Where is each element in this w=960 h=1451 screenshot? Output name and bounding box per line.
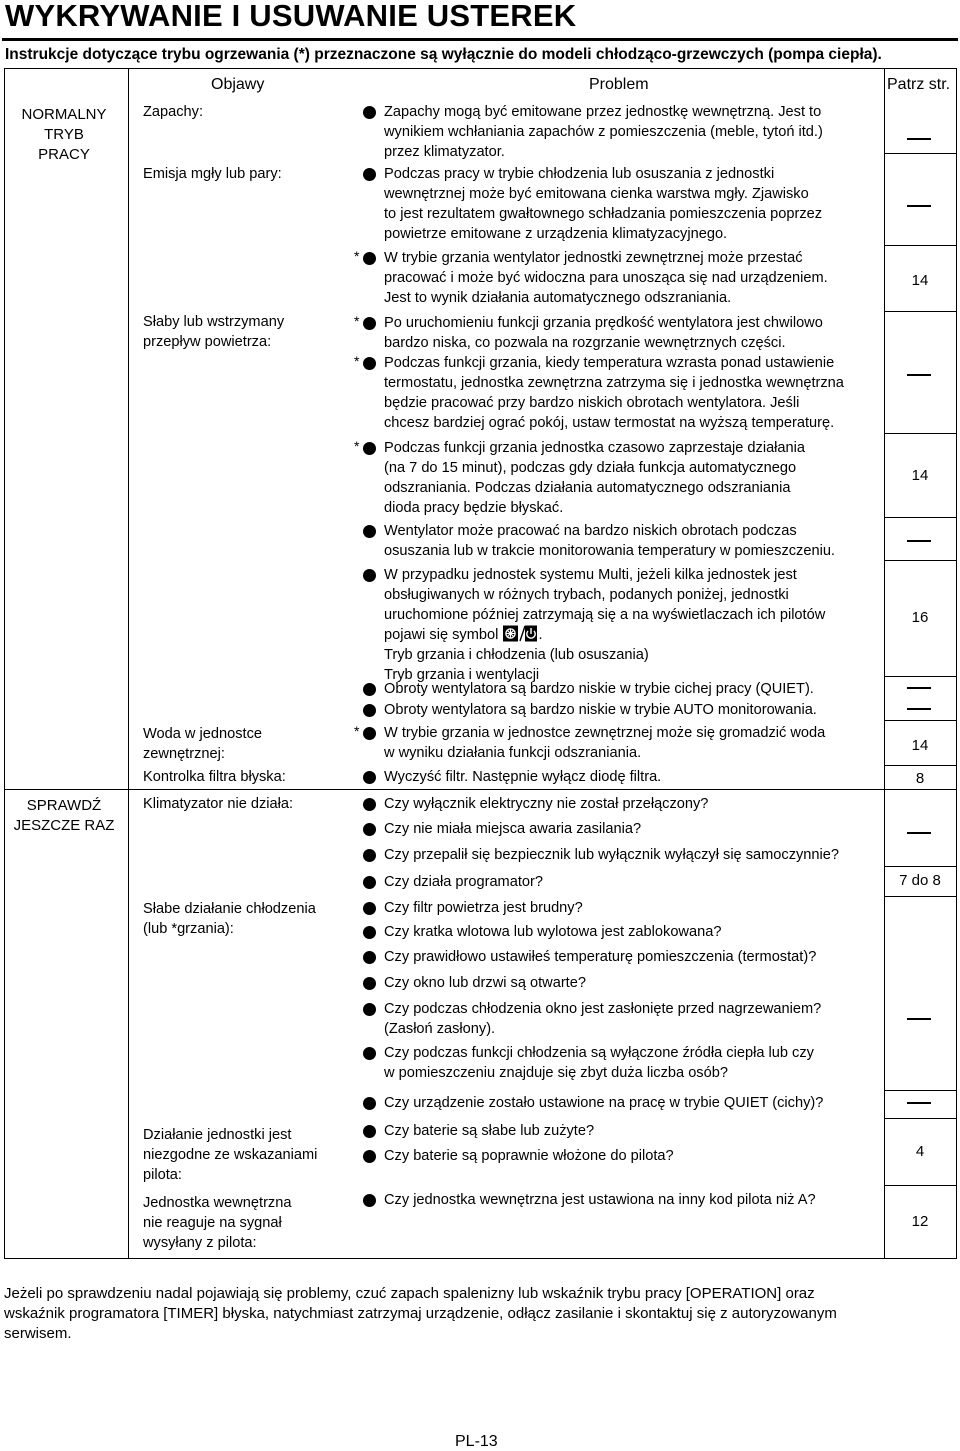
bullet-icon — [363, 876, 376, 889]
symptom-line: wysyłany z pilota: — [143, 1235, 257, 1251]
no-page-dash — [907, 1018, 931, 1020]
page-column-border — [884, 68, 885, 1259]
problem-line: Zapachy mogą być emitowane przez jednostkę wewnętrzną. Jest to — [384, 104, 822, 120]
page-ref: 14 — [911, 467, 929, 484]
page-ref: 14 — [911, 737, 929, 754]
problem-line: powietrze emitowane z urządzenia klimatyzacyjnego. — [384, 226, 728, 242]
symbol-text-end: . — [538, 627, 543, 643]
symbol-text: pojawi się symbol — [384, 627, 499, 643]
problem-line: uruchomione później zatrzymają się a na wyświetlaczach ich pilotów — [384, 607, 826, 623]
bullet-icon — [363, 1125, 376, 1138]
problem-heat-sources — [384, 1043, 814, 1083]
bullet-icon — [363, 683, 376, 696]
bullet-icon — [363, 569, 376, 582]
problem-line: wynikiem wchłaniania zapachów z pomieszczenia (meble, tytoń itd.) — [384, 124, 823, 140]
problem-timer — [384, 872, 543, 892]
symptom-not-working — [143, 794, 293, 814]
problem-line: wewnętrznej może być emitowana cienka warstwa mgły. Zjawisko — [384, 186, 809, 202]
problem-dry-fan — [384, 521, 835, 561]
bullet-icon — [363, 1047, 376, 1060]
problem-window-open — [384, 973, 586, 993]
symptom-line: Słabe działanie chłodzenia — [143, 901, 316, 917]
bullet-icon — [363, 727, 376, 740]
symptom-remote-mismatch — [143, 1125, 317, 1185]
heating-star: * — [354, 313, 360, 329]
symptom-weak-airflow — [143, 312, 284, 352]
page-ref: 8 — [915, 770, 925, 787]
no-page-dash — [907, 832, 931, 834]
problem-smells — [384, 102, 823, 162]
header-symptoms: Objawy — [211, 76, 265, 93]
mode-divider — [4, 789, 957, 790]
fan-power-symbol-icon — [502, 625, 538, 642]
page-divider — [884, 720, 957, 721]
no-page-dash — [907, 374, 931, 376]
page-divider — [884, 676, 957, 677]
problem-line: Obroty wentylatora są bardzo niskie w trybie AUTO monitorowania. — [384, 702, 817, 718]
problem-line: Jest to wynik działania automatycznego odszraniania. — [384, 290, 732, 306]
problem-quiet-mode — [384, 1093, 823, 1113]
page-divider — [884, 1090, 957, 1091]
bullet-icon — [363, 442, 376, 455]
problem-line: Podczas funkcji grzania jednostka czasowo zaprzestaje działania — [384, 440, 806, 456]
bullet-icon — [363, 849, 376, 862]
footer-note — [4, 1284, 837, 1344]
symptom-line: Kontrolka filtra błyska: — [143, 769, 286, 785]
problem-auto-monitor — [384, 700, 817, 720]
bullet-icon — [363, 926, 376, 939]
problem-line: Czy kratka wlotowa lub wylotowa jest zablokowana? — [384, 924, 722, 940]
symptom-line: zewnętrznej: — [143, 746, 225, 762]
problem-mist — [384, 164, 822, 244]
bullet-icon — [363, 1003, 376, 1016]
problem-line: odszraniania. Podczas działania automatycznego odszraniania — [384, 480, 791, 496]
symptom-line: przepływ powietrza: — [143, 334, 272, 350]
problem-curtains — [384, 999, 821, 1039]
page-divider — [884, 866, 957, 867]
problem-line: termostatu, jednostka zewnętrzna zatrzyma się i jednostka wewnętrzna — [384, 375, 844, 391]
problem-line: Czy urządzenie zostało ustawione na pracę w trybie QUIET (cichy)? — [384, 1095, 824, 1111]
symptom-mist — [143, 164, 282, 184]
symptom-outdoor-water — [143, 724, 262, 764]
footer-line: Jeżeli po sprawdzeniu nadal pojawiają się problemy, czuć zapach spalenizny lub wskaźnik trybu pracy [OPERATION] oraz — [4, 1285, 815, 1302]
problem-line: Wyczyść filtr. Następnie wyłącz diodę filtra. — [384, 769, 662, 785]
page-divider — [884, 1118, 957, 1119]
bullet-icon — [363, 771, 376, 784]
problem-line: w wyniku działania funkcji odszraniania. — [384, 745, 642, 761]
problem-line: będzie pracować przy bardzo niskich obrotach wentylatora. Jeśli — [384, 395, 800, 411]
problem-line: Czy baterie są słabe lub zużyte? — [384, 1123, 595, 1139]
problem-quiet — [384, 679, 814, 699]
page-divider — [884, 245, 957, 246]
no-page-dash — [907, 205, 931, 207]
no-page-dash — [907, 687, 931, 689]
mode-check — [0, 796, 128, 836]
problem-battery-insert — [384, 1146, 674, 1166]
page-divider — [884, 433, 957, 434]
no-page-dash — [907, 1102, 931, 1104]
problem-line: W trybie grzania wentylator jednostki zewnętrznej może przestać — [384, 250, 803, 266]
problem-line: Czy przepalił się bezpiecznik lub wyłącznik wyłączył się samoczynnie? — [384, 847, 840, 863]
bullet-icon — [363, 252, 376, 265]
problem-line: W trybie grzania w jednostce zewnętrznej może się gromadzić woda — [384, 725, 826, 741]
problem-line: Czy wyłącznik elektryczny nie został przełączony? — [384, 796, 709, 812]
problem-power-failure — [384, 819, 641, 839]
symptom-line: pilota: — [143, 1167, 182, 1183]
page-divider — [884, 896, 957, 897]
problem-line: osuszania lub w trakcie monitorowania temperatury w pomieszczeniu. — [384, 543, 835, 559]
problem-line: Czy podczas funkcji chłodzenia są wyłączone źródła ciepła lub czy — [384, 1045, 814, 1061]
bullet-icon — [363, 1150, 376, 1163]
problem-line: Czy prawidłowo ustawiłeś temperaturę pomieszczenia (termostat)? — [384, 949, 817, 965]
mode-column-border — [128, 68, 129, 1259]
mode-normal-line: NORMALNY — [21, 106, 107, 123]
problem-thermostat — [384, 353, 844, 433]
mode-normal-line: TRYB — [44, 126, 84, 143]
bullet-icon — [363, 902, 376, 915]
problem-line: bardzo niska, co pozwala na rozgrzanie wewnętrznych części. — [384, 335, 786, 351]
page-divider — [884, 1185, 957, 1186]
problem-line: w pomieszczeniu znajduje się zbyt duża liczba osób? — [384, 1065, 728, 1081]
page-ref: 16 — [911, 609, 929, 626]
symptom-line: (lub *grzania): — [143, 921, 234, 937]
bullet-icon — [363, 168, 376, 181]
bullet-icon — [363, 823, 376, 836]
symptom-no-response — [143, 1193, 291, 1253]
header-problem: Problem — [589, 76, 649, 93]
problem-breaker — [384, 794, 708, 814]
symptom-line: nie reaguje na sygnał — [143, 1215, 282, 1231]
no-page-dash — [907, 540, 931, 542]
symptom-line: Działanie jednostki jest — [143, 1127, 292, 1143]
no-page-dash — [907, 708, 931, 710]
heating-star: * — [354, 248, 360, 264]
mode-normal-line: PRACY — [38, 146, 90, 163]
bullet-icon — [363, 357, 376, 370]
page-subtitle: Instrukcje dotyczące trybu ogrzewania (*) przeznaczone są wyłącznie do modeli chłodząco-grzewczych (pompa ciepła). — [5, 46, 882, 63]
problem-line: przez klimatyzator. — [384, 144, 505, 160]
problem-defrost — [384, 438, 805, 518]
page-divider — [884, 765, 957, 766]
problem-line — [384, 625, 825, 645]
problem-line: (Zasłoń zasłony). — [384, 1021, 496, 1037]
footer-line: serwisem. — [4, 1325, 72, 1342]
problem-line: Czy jednostka wewnętrzna jest ustawiona na inny kod pilota niż A? — [384, 1192, 816, 1208]
problem-line: Wentylator może pracować na bardzo niskich obrotach podczas — [384, 523, 797, 539]
heating-star: * — [354, 353, 360, 369]
page-divider — [884, 311, 957, 312]
problem-fan-startup — [384, 313, 823, 353]
symptom-line: Klimatyzator nie działa: — [143, 796, 294, 812]
symptom-line: Zapachy: — [143, 104, 204, 120]
problem-line: chcesz bardziej ograć pokój, ustaw termostat na wyższą temperaturę. — [384, 415, 835, 431]
symptom-weak-cooling — [143, 899, 316, 939]
problem-line: Podczas funkcji grzania, kiedy temperatura wzrasta ponad ustawienie — [384, 355, 835, 371]
bullet-icon — [363, 1097, 376, 1110]
problem-line: pracować i może być widoczna para unosząca się nad urządzeniem. — [384, 270, 828, 286]
mode-check-line: JESZCZE RAZ — [13, 817, 115, 834]
page-divider — [884, 560, 957, 561]
problem-outdoor-steam — [384, 248, 828, 308]
problem-outdoor-water — [384, 723, 825, 763]
page-ref: 7 do 8 — [899, 872, 941, 889]
mode-normal — [0, 105, 128, 165]
mode-check-line: SPRAWDŹ — [26, 797, 102, 814]
bullet-icon — [363, 317, 376, 330]
footer-line: wskaźnik programatora [TIMER] błyska, natychmiast zatrzymaj urządzenie, odłącz zasilanie i skontaktuj się z autoryzowanym — [4, 1305, 837, 1322]
problem-multi-system — [384, 565, 825, 685]
page-title: WYKRYWANIE I USUWANIE USTEREK — [5, 0, 577, 33]
problem-dirty-filter — [384, 898, 583, 918]
problem-line: dioda pracy będzie błyskać. — [384, 500, 564, 516]
page-ref: 12 — [911, 1213, 929, 1230]
problem-blocked-grille — [384, 922, 721, 942]
problem-weak-batteries — [384, 1121, 594, 1141]
bullet-icon — [363, 525, 376, 538]
symptom-line: Woda w jednostce — [143, 726, 262, 742]
bullet-icon — [363, 951, 376, 964]
problem-line: Czy filtr powietrza jest brudny? — [384, 900, 583, 916]
problem-remote-code — [384, 1190, 816, 1210]
problem-line: Czy działa programator? — [384, 874, 543, 890]
page-divider — [884, 517, 957, 518]
problem-line: Czy baterie są poprawnie włożone do pilota? — [384, 1148, 674, 1164]
problem-line: obsługiwanych w różnych trybach, podanych poniżej, jednostki — [384, 587, 789, 603]
heating-star: * — [354, 438, 360, 454]
symptom-filter-lamp — [143, 767, 286, 787]
page-ref: 4 — [915, 1143, 925, 1160]
symptom-line: Jednostka wewnętrzna — [143, 1195, 292, 1211]
page-ref: 14 — [911, 272, 929, 289]
bullet-icon — [363, 106, 376, 119]
page-number: PL-13 — [455, 1433, 498, 1450]
bullet-icon — [363, 704, 376, 717]
page-divider — [884, 153, 957, 154]
problem-line: (na 7 do 15 minut), podczas gdy działa funkcja automatycznego — [384, 460, 797, 476]
symptom-line: Emisja mgły lub pary: — [143, 166, 282, 182]
problem-filter — [384, 767, 661, 787]
bullet-icon — [363, 977, 376, 990]
problem-line: Po uruchomieniu funkcji grzania prędkość wentylatora jest chwilowo — [384, 315, 823, 331]
no-page-dash — [907, 138, 931, 140]
problem-line: to jest rezultatem gwałtownego schładzania pomieszczenia poprzez — [384, 206, 823, 222]
problem-line: Podczas pracy w trybie chłodzenia lub osuszania z jednostki — [384, 166, 775, 182]
symptom-line: Słaby lub wstrzymany — [143, 314, 285, 330]
header-page: Patrz str. — [887, 76, 951, 93]
problem-line: Czy podczas chłodzenia okno jest zasłonięte przed nagrzewaniem? — [384, 1001, 822, 1017]
problem-fuse — [384, 845, 839, 865]
symptom-smells — [143, 102, 203, 122]
problem-line: W przypadku jednostek systemu Multi, jeżeli kilka jednostek jest — [384, 567, 797, 583]
problem-thermostat-setting — [384, 947, 816, 967]
heating-star: * — [354, 723, 360, 739]
problem-line: Obroty wentylatora są bardzo niskie w trybie cichej pracy (QUIET). — [384, 681, 814, 697]
symptom-line: niezgodne ze wskazaniami — [143, 1147, 318, 1163]
problem-line: Tryb grzania i chłodzenia (lub osuszania) — [384, 647, 649, 663]
problem-line: Tryb grzania i wentylacji — [384, 667, 540, 683]
problem-line: Czy nie miała miejsca awaria zasilania? — [384, 821, 642, 837]
title-rule — [2, 38, 958, 41]
problem-line: Czy okno lub drzwi są otwarte? — [384, 975, 586, 991]
bullet-icon — [363, 1194, 376, 1207]
bullet-icon — [363, 798, 376, 811]
